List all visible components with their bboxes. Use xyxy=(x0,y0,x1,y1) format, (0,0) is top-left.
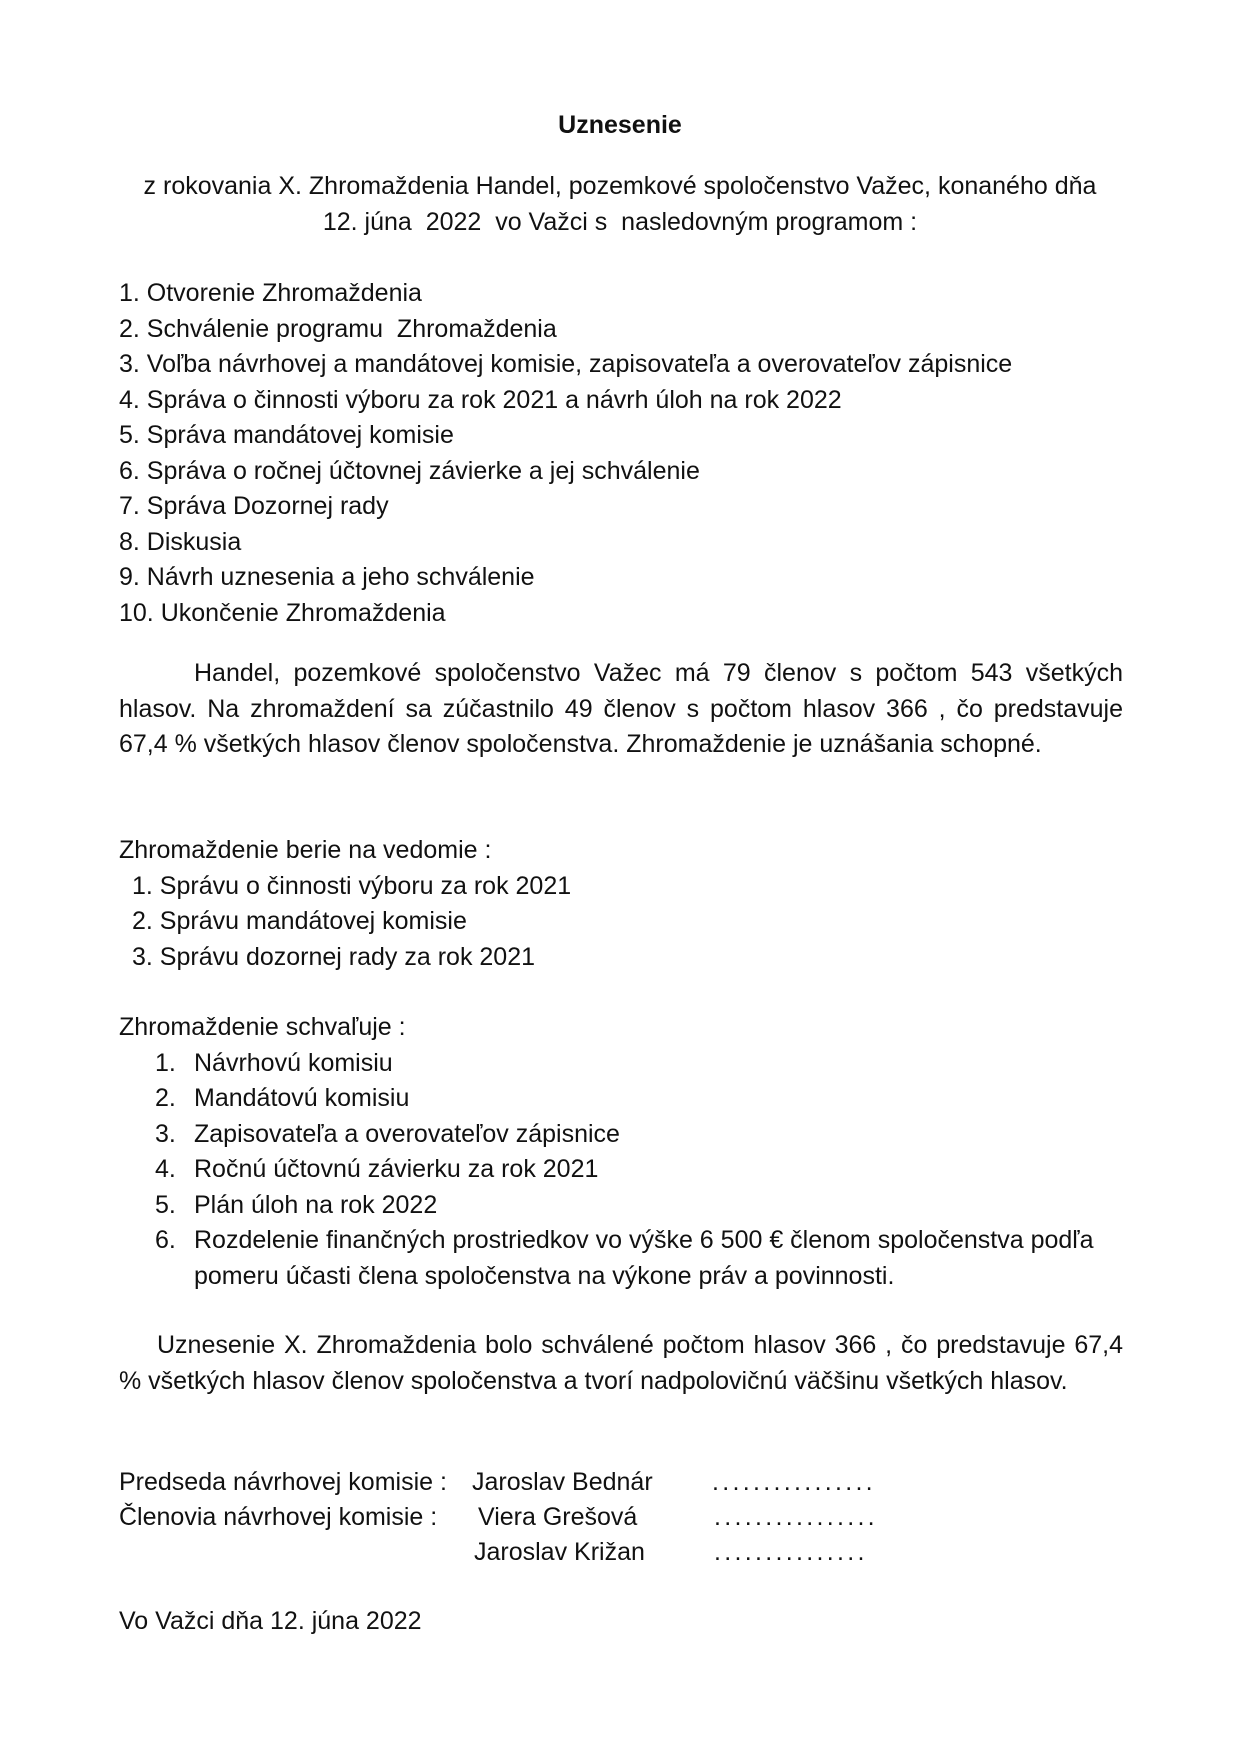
approves-item xyxy=(119,1117,1123,1153)
signature-line: ................ xyxy=(714,1503,878,1531)
approves-item-text: Ročnú účtovnú závierku za rok 2021 xyxy=(194,1155,599,1183)
noted-heading: Zhromaždenie berie na vedomie : xyxy=(119,836,492,864)
program-item: 9. Návrh uznesenia a jeho schválenie xyxy=(119,563,535,591)
date-line: Vo Važci dňa 12. júna 2022 xyxy=(119,1607,422,1635)
program-item: 6. Správa o ročnej účtovnej závierke a jej schválenie xyxy=(119,456,700,485)
chair-name: Jaroslav Bednár xyxy=(472,1468,653,1496)
members-label: Členovia návrhovej komisie : xyxy=(119,1503,438,1531)
approves-heading: Zhromaždenie schvaľuje : xyxy=(119,1013,406,1041)
signature-line: ............... xyxy=(714,1538,868,1566)
member-name: Jaroslav Križan xyxy=(474,1538,645,1566)
program-item: 10. Ukončenie Zhromaždenia xyxy=(119,598,446,627)
approves-section xyxy=(119,1010,1123,1294)
approves-item xyxy=(119,1152,1123,1188)
subtitle-line-2: 12. júna 2022 vo Važci s nasledovným programom : xyxy=(322,207,918,236)
program-item: 8. Diskusia xyxy=(119,527,242,556)
program-item: 5. Správa mandátovej komisie xyxy=(119,421,454,449)
noted-item: 1. Správu o činnosti výboru za rok 2021 xyxy=(132,871,572,900)
approval-paragraph xyxy=(119,1328,1123,1399)
member-name: Viera Grešová xyxy=(478,1503,638,1531)
approves-item-text: Rozdelenie finančných prostriedkov vo výške 6 500 € členom spoločenstva podľa pomeru účasti člena spoločenstva na výkone práv a povinnosti. xyxy=(194,1226,1094,1290)
approves-item-text: Návrhovú komisiu xyxy=(194,1048,393,1077)
approves-item xyxy=(119,1188,1123,1224)
approves-item xyxy=(119,1046,1123,1082)
quorum-paragraph-text: Handel, pozemkové spoločenstvo Važec má 79 členov s počtom 543 všetkých hlasov. Na zhromaždení sa zúčastnilo 49 členov s počtom hlasov 366 , čo predstavuje 67,4 % všetkých hlasov členov spoločenstva. Zhromaždenie je uznášania schopné. xyxy=(119,659,1123,758)
program-item: 2. Schválenie programu Zhromaždenia xyxy=(119,314,557,343)
noted-section xyxy=(119,833,1123,975)
program-item: 3. Voľba návrhovej a mandátovej komisie, zapisovateľa a overovateľov zápisnice xyxy=(119,350,1013,378)
quorum-paragraph xyxy=(119,656,1123,763)
chair-label: Predseda návrhovej komisie : xyxy=(119,1468,447,1496)
program-list xyxy=(119,276,1123,631)
program-item: 1. Otvorenie Zhromaždenia xyxy=(119,279,422,307)
approves-item xyxy=(119,1223,1149,1294)
approves-item-number: 5. xyxy=(155,1190,176,1219)
approves-item-number: 6. xyxy=(155,1226,176,1254)
approves-item xyxy=(119,1081,1123,1117)
approval-paragraph-text: Uznesenie X. Zhromaždenia bolo schválené počtom hlasov 366 , čo predstavuje 67,4 % všetkých hlasov členov spoločenstva a tvorí nadpolovičnú väčšinu všetkých hlasov. xyxy=(119,1331,1123,1395)
approves-item-number: 1. xyxy=(155,1048,176,1077)
program-item: 4. Správa o činnosti výboru za rok 2021 a návrh úloh na rok 2022 xyxy=(119,385,842,414)
approves-item-number: 3. xyxy=(155,1119,176,1148)
approves-item-text: Zapisovateľa a overovateľov zápisnice xyxy=(194,1119,620,1148)
noted-item: 3. Správu dozornej rady za rok 2021 xyxy=(132,942,536,971)
approves-list xyxy=(119,1046,1123,1295)
approves-item-text: Mandátovú komisiu xyxy=(194,1084,410,1112)
approves-item-number: 2. xyxy=(155,1084,176,1112)
approves-item-text: Plán úloh na rok 2022 xyxy=(194,1190,438,1219)
document-title: Uznesenie xyxy=(558,111,682,139)
noted-item: 2. Správu mandátovej komisie xyxy=(132,907,467,935)
signature-line: ................ xyxy=(712,1468,876,1496)
program-item: 7. Správa Dozornej rady xyxy=(119,492,389,520)
subtitle-line-1: z rokovania X. Zhromaždenia Handel, pozemkové spoločenstvo Važec, konaného dňa xyxy=(143,172,1097,200)
approves-item-number: 4. xyxy=(155,1155,176,1183)
document-subtitle xyxy=(120,169,1120,240)
